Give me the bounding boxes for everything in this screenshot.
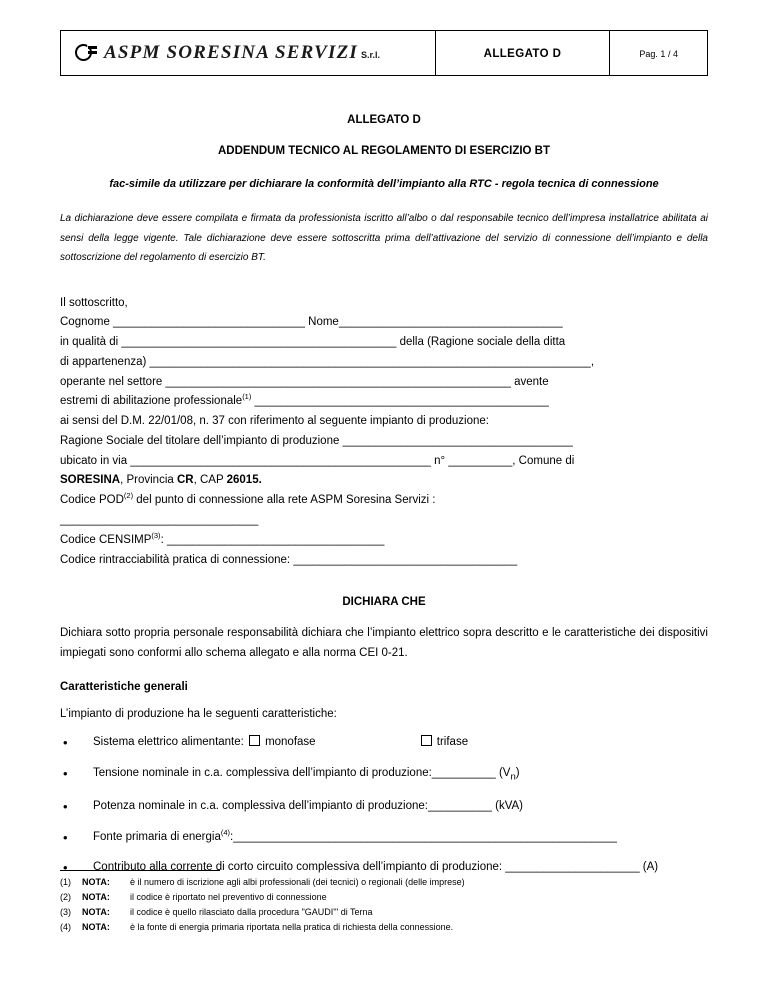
- form-line-10: SORESINA, Provincia CR, CAP 26015.: [60, 474, 262, 487]
- form-line-6: estremi di abilitazione professionale$^{(1)}$ ______________________________________________: [60, 392, 549, 408]
- footnote-text: è la fonte di energia primaria riportata nella pratica di richiesta della connessione.: [130, 921, 454, 932]
- form-line-7: ai sensi del D.M. 22/01/08, n. 37 con riferimento al seguente impianto di produzione:: [60, 415, 489, 428]
- aspm-logo-icon: [75, 43, 97, 63]
- field-cap: 26015.: [226, 474, 262, 487]
- field-cognome: Cognome ______________________________: [60, 316, 309, 329]
- document-header: [60, 30, 708, 76]
- form-line-9: [60, 452, 708, 472]
- footnote-label: NOTA:: [82, 891, 110, 902]
- attachment-label: ALLEGATO D: [483, 48, 562, 60]
- label-trifase: trifase: [436, 735, 469, 748]
- dichiara-paragraph: Dichiara sotto propria personale responsabilità dichiara che l’impianto elettrico sopra descritto e le caratteristiche dei dispositivi impiegati sono conformi allo schema allegato e alla norma CEI 0-21.: [60, 627, 708, 660]
- footnote-text: il codice è riportato nel preventivo di connessione: [130, 891, 327, 902]
- list-item: • Tensione nominale in c.a. complessiva dell’impianto di produzione:__________ $(V_n)$: [60, 765, 708, 785]
- footnote-ref-2: (2): [123, 491, 134, 501]
- document-description: fac-simile da utilizzare per dichiarare la conformità dell’impianto alla RTC - regola tecnica di connessione: [109, 178, 659, 190]
- form-line-1: Il sottoscritto,: [60, 296, 128, 309]
- field-nome: Nome___________________________________: [308, 316, 563, 329]
- footnotes-section: [60, 870, 708, 936]
- form-line-4: di appartenenza) _____________________________________________________________________,: [60, 355, 595, 368]
- footnote-row: [60, 906, 465, 921]
- field-settore: operante nel settore ______________________________________________________: [60, 375, 515, 388]
- company-name: ASPM SORESINA SERVIZI S.r.l.: [104, 42, 381, 63]
- form-line-13: Codice CENSIMP$^{(3)}$: __________________________________: [60, 530, 385, 546]
- page-title: ALLEGATO D: [347, 114, 421, 126]
- header-attachment-cell: [435, 31, 610, 76]
- page-number-label: Pag. 1 / 4: [639, 49, 678, 59]
- section-heading-caratteristiche: Caratteristiche generali: [60, 680, 188, 693]
- checkbox-monofase[interactable]: [249, 735, 260, 746]
- footnote-label: NOTA:: [82, 876, 110, 887]
- intro-paragraph: La dichiarazione deve essere compilata e firmata da professionista iscritto all’albo o dal responsabile tecnico dell’impresa installatrice abilitata ai sensi della legge vigente. Tale dichiarazione deve essere sottoscritta prima dell’attivazione del servizio di connessione dell’impianto e della sottoscrizione del regolamento di esercizio BT.: [60, 213, 708, 264]
- document-subtitle: ADDENDUM TECNICO AL REGOLAMENTO DI ESERCIZIO BT: [217, 145, 551, 157]
- caratteristiche-list: [60, 734, 708, 877]
- footnote-row: [60, 921, 465, 936]
- list-item: [60, 734, 708, 752]
- footnote-number: (3): [60, 906, 71, 917]
- checkbox-trifase[interactable]: [421, 735, 432, 746]
- tensione-nominale-label: Tensione nominale in c.a. complessiva dell’impianto di produzione:__________ (V: [93, 766, 511, 779]
- footnote-divider: [60, 870, 220, 871]
- form-line-3: in qualità di ___________________________________________ della (Ragione sociale della ditta: [60, 336, 566, 349]
- footnote-ref-1: (1): [242, 392, 252, 402]
- footnote-number: (4): [60, 921, 71, 932]
- list-item: • Fonte primaria di energia$^{(4)}$:____________________________________________________________: [60, 829, 708, 847]
- footnote-ref-4: (4): [220, 827, 231, 837]
- field-numero-comune: n° __________, Comune di: [434, 454, 575, 467]
- footnote-text: il codice è quello rilasciato dalla procedura "GAUDI'" di Terna: [130, 906, 373, 917]
- form-line-12: _______________________________: [60, 513, 259, 526]
- form-line-5: operante nel settore ______________________________________________________ avente: [60, 375, 549, 388]
- footnote-number: (2): [60, 891, 71, 902]
- form-line-8: Ragione Sociale del titolare dell’impianto di produzione ____________________________________: [60, 434, 573, 447]
- form-line-11: Codice POD$^{(2)}$ del punto di connessione alla rete ASPM Soresina Servizi :: [60, 491, 436, 507]
- sistema-elettrico-label: Sistema elettrico alimentante:: [93, 735, 244, 748]
- footnote-ref-3: (3): [151, 530, 161, 540]
- footnote-text: è il numero di iscrizione agli albi professionali (dei tecnici) o regionali (delle imprese): [130, 876, 465, 887]
- form-body: [60, 294, 708, 571]
- tensione-subscript: n: [510, 770, 516, 782]
- form-line-2: [60, 313, 708, 333]
- contributo-corto-circuito-label: Contributo alla corrente di corto circuito complessiva dell’impianto di produzione: _____________________ (A): [93, 861, 659, 874]
- dichiara-heading: DICHIARA CHE: [342, 596, 426, 609]
- form-line-14: Codice rintracciabilità pratica di connessione: ___________________________________: [60, 553, 518, 566]
- fonte-primaria-label: Fonte primaria di energia: [93, 830, 221, 843]
- field-via: ubicato in via _______________________________________________: [60, 454, 435, 467]
- header-logo-cell: [61, 31, 436, 76]
- header-page-cell: [610, 31, 708, 76]
- field-comune: SORESINA: [60, 474, 121, 487]
- potenza-nominale-label: Potenza nominale in c.a. complessiva dell’impianto di produzione:__________ (kVA): [93, 799, 524, 812]
- footnote-number: (1): [60, 876, 71, 887]
- footnote-label: NOTA:: [82, 921, 110, 932]
- caratteristiche-lead: L’impianto di produzione ha le seguenti caratteristiche:: [60, 707, 337, 720]
- list-item: [60, 798, 708, 816]
- footnote-label: NOTA:: [82, 906, 110, 917]
- footnote-row: [60, 891, 465, 906]
- company-logo: [61, 42, 435, 64]
- footnote-row: [60, 876, 465, 891]
- field-provincia: CR: [176, 474, 194, 487]
- label-monofase: monofase: [265, 735, 316, 748]
- company-suffix: S.r.l.: [361, 50, 381, 60]
